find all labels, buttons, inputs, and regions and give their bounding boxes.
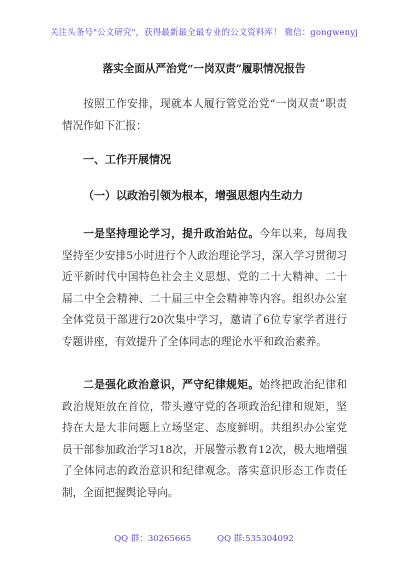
body-paragraph-1 <box>62 224 347 353</box>
paragraph-1-body: 今年以来，每周我坚持至少安排5小时进行个人政治理论学习，深入学习贯彻习近平新时代中国特色社会主义思想、党的二十大精神、二十届二中全会精神、二十届三中全会精神等内容。组织办公室全体党员干部进行20次集中学习，邀请了6位专家学者进行专题讲座，有效提升了全体同志的理论水平和政治素养。 <box>62 228 348 348</box>
paragraph-2-body: 始终把政治纪律和政治规矩放在首位，带头遵守党的各项政治纪律和规矩，坚持在大是大非问题上立场坚定、态度鲜明。共组织办公室党员干部参加政治学习18次，开展警示教育12次，极大地增强了全体同志的政治意识和纪律观念。落实意识形态工作责任制，全面把握舆论导向。 <box>62 379 348 499</box>
paragraph-2-lead: 二是强化政治意识，严守纪律规矩。 <box>83 379 260 391</box>
subsection-heading: （一）以政治引领为根本，增强思想内生动力 <box>83 189 303 202</box>
header-banner: 关注头条号"公文研究"，获得最新最全最专业的公文资料库！ 微信：gongwenyj <box>50 28 358 38</box>
footer-qq-group-2: QQ 群:535304092 <box>217 534 294 544</box>
paragraph-1-lead: 一是坚持理论学习，提升政治站位。 <box>83 228 260 240</box>
footer-qq-group-1: QQ 群：30265665 <box>114 534 192 544</box>
intro-paragraph: 按照工作安排，现就本人履行管党治党“一岗双责”职责情况作如下汇报： <box>62 98 347 132</box>
section-heading: 一、工作开展情况 <box>83 153 171 166</box>
body-paragraph-2 <box>62 375 347 504</box>
page-title: 落实全面从严治党“一岗双责”履职情况报告 <box>102 63 306 75</box>
footer-contact <box>0 532 408 544</box>
